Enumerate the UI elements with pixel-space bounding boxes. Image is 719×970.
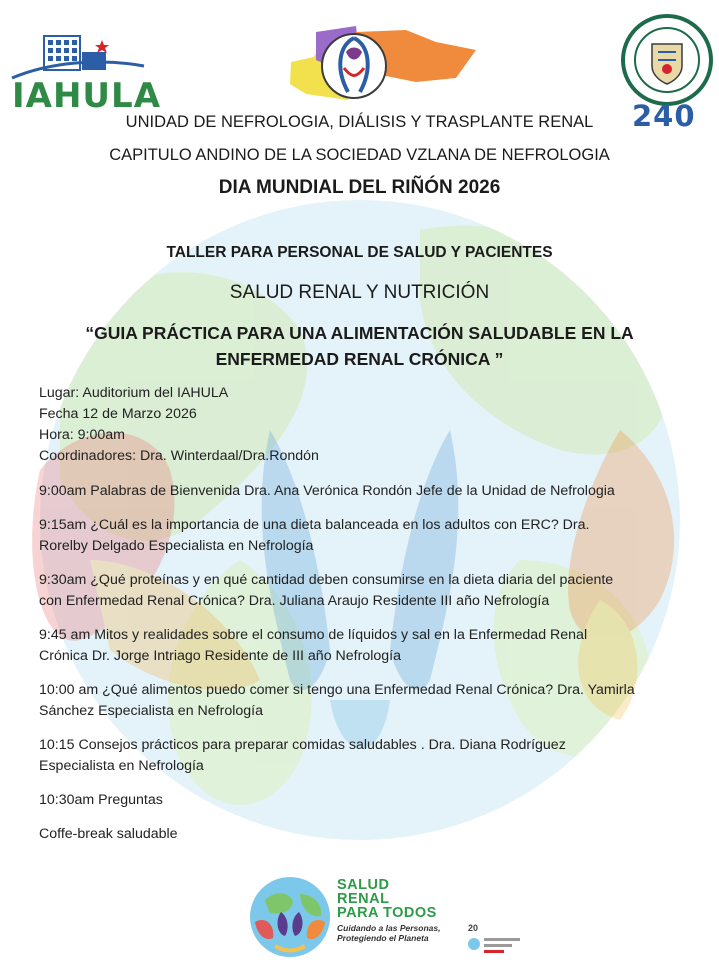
- event-title: DIA MUNDIAL DEL RIÑÓN 2026: [218, 177, 501, 198]
- agenda-item-line: con Enfermedad Renal Crónica? Dra. Juliana Araujo Residente III año Nefrología: [39, 593, 550, 609]
- agenda-item-line: 9:45 am Mitos y realidades sobre el consumo de líquidos y sal en la Enfermedad Renal: [39, 627, 588, 643]
- workshop-topic: SALUD RENAL Y NUTRICIÓN: [229, 282, 490, 303]
- andean-region-map-logo: [286, 22, 486, 114]
- banner-subtitle-line2: Protegiendo el Planeta: [337, 933, 429, 943]
- workshop-title-line1: “GUIA PRÁCTICA PARA UNA ALIMENTACIÓN SALUDABLE EN LA: [85, 323, 634, 343]
- agenda-item-line: Coffe-break saludable: [39, 826, 178, 842]
- banner-title-line2: RENAL: [337, 891, 390, 907]
- university-seal-icon: [620, 14, 714, 108]
- agenda-item-line: Crónica Dr. Jorge Intriago Residente de III año Nefrología: [39, 648, 401, 664]
- workshop-title-line2: ENFERMEDAD RENAL CRÓNICA ”: [215, 349, 504, 369]
- banner-subtitle: [337, 923, 440, 943]
- agenda-item-line: 10:00 am ¿Qué alimentos puedo comer si tengo una Enfermedad Renal Crónica? Dra. Yamirla: [39, 682, 635, 698]
- banner-subtitle-line1: Cuidando a las Personas,: [337, 923, 441, 933]
- agenda-item: [39, 790, 699, 811]
- world-kidney-day-badge: 20: [468, 923, 479, 933]
- agenda-item-line: 9:30am ¿Qué proteínas y en qué cantidad deben consumirse en la dieta diaria del paciente: [39, 572, 614, 588]
- salud-renal-para-todos-banner: [240, 866, 540, 966]
- iahula-logo: [10, 32, 162, 116]
- workshop-title: [0, 320, 719, 372]
- kidney-globe-icon: [245, 872, 335, 962]
- agenda-item: [39, 824, 699, 845]
- event-location: Lugar: Auditorium del IAHULA: [39, 385, 229, 401]
- agenda-item-line: Sánchez Especialista en Nefrología: [39, 703, 263, 719]
- hospital-building-icon: [10, 32, 150, 80]
- agenda-item: [39, 680, 699, 722]
- iahula-logo-text: IAHULA: [12, 76, 162, 116]
- agenda-list: [39, 481, 699, 858]
- banner-title-line1: SALUD: [337, 877, 390, 893]
- agenda-item: [39, 570, 699, 612]
- agenda-item-line: 9:15am ¿Cuál es la importancia de una dieta balanceada en los adultos con ERC? Dra.: [39, 517, 590, 533]
- agenda-item: [39, 481, 699, 502]
- agenda-item-line: 10:15 Consejos prácticos para preparar comidas saludables . Dra. Diana Rodríguez: [39, 737, 566, 753]
- event-coordinators: Coordinadores: Dra. Winterdaal/Dra.Rondón: [39, 448, 319, 464]
- agenda-item-line: 9:00am Palabras de Bienvenida Dra. Ana Verónica Rondón Jefe de la Unidad de Nefrologia: [39, 483, 615, 499]
- agenda-item: [39, 735, 699, 777]
- world-kidney-day-badge-icon: [466, 932, 526, 956]
- unit-title: UNIDAD DE NEFROLOGIA, DIÁLISIS Y TRASPLANTE RENAL: [125, 113, 594, 131]
- banner-title: [337, 878, 437, 920]
- chapter-title: CAPITULO ANDINO DE LA SOCIEDAD VZLANA DE NEFROLOGIA: [109, 146, 610, 164]
- anniversary-number: 240: [632, 99, 696, 133]
- agenda-item: [39, 625, 699, 667]
- workshop-type: TALLER PARA PERSONAL DE SALUD Y PACIENTES: [166, 244, 553, 261]
- agenda-item-line: 10:30am Preguntas: [39, 792, 163, 808]
- agenda-item: [39, 515, 699, 557]
- agenda-item-line: Rorelby Delgado Especialista en Nefrología: [39, 538, 314, 554]
- banner-title-line3: PARA TODOS: [337, 905, 437, 921]
- event-time: Hora: 9:00am: [39, 427, 125, 443]
- event-info: [39, 383, 319, 467]
- agenda-item-line: Especialista en Nefrología: [39, 758, 204, 774]
- event-date: Fecha 12 de Marzo 2026: [39, 406, 197, 422]
